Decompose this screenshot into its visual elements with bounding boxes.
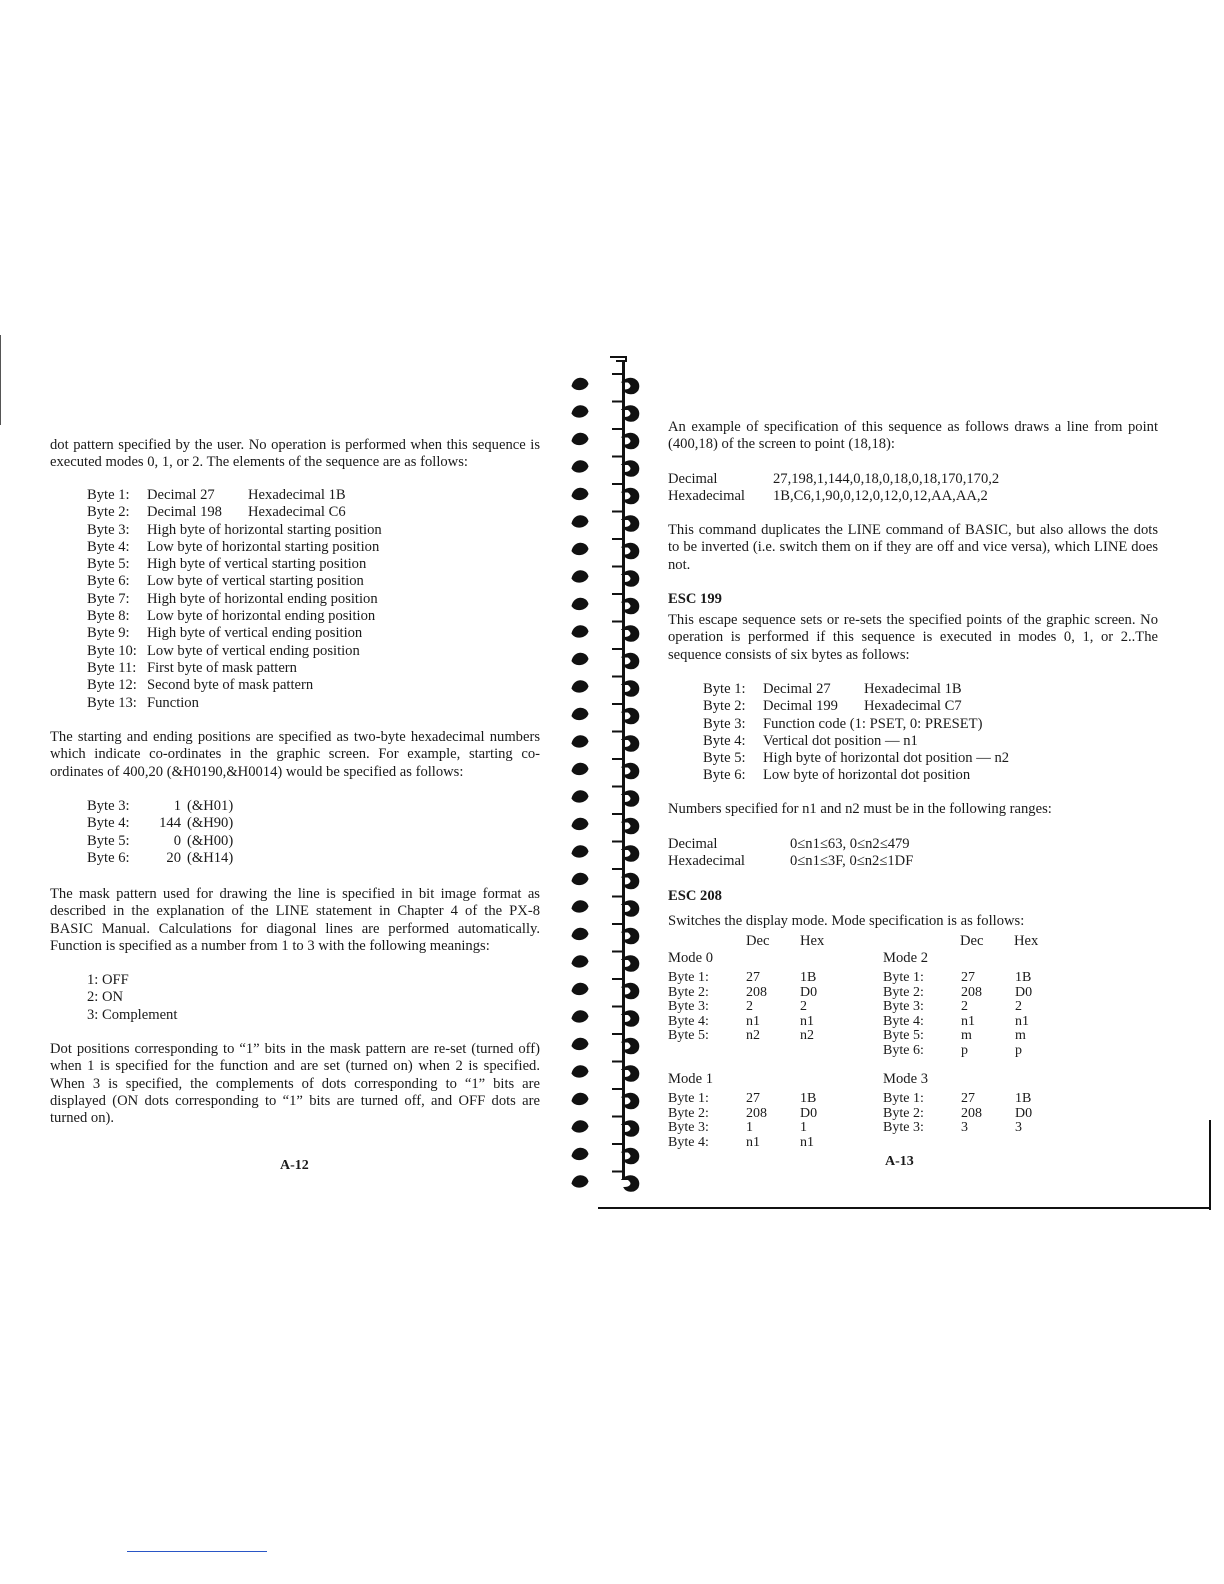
- table-row: Byte 6: p p: [883, 1042, 1022, 1058]
- list-item: Byte 1: Decimal 27 Hexadecimal 1B: [87, 487, 346, 503]
- mode-title: Mode 0: [668, 950, 713, 966]
- binding-ring-left: [572, 901, 588, 912]
- binding-ring-right: [622, 488, 639, 503]
- list-item: Byte 7: High byte of horizontal ending position: [87, 590, 378, 607]
- list-item: 3: Complement: [87, 1006, 178, 1023]
- binding-ring-left: [572, 1011, 588, 1022]
- table-row: Byte 1: 27 1B: [883, 970, 1032, 985]
- list-item: Byte 8: Low byte of horizontal ending position: [87, 608, 376, 625]
- spiral-binding: [560, 355, 650, 1215]
- column-header-dec: Dec: [746, 933, 770, 949]
- table-row: Byte 3: 3 3: [883, 1120, 1022, 1135]
- list-item: Byte 4: Low byte of horizontal starting position: [87, 538, 380, 555]
- binding-ring-left: [572, 571, 588, 582]
- list-item: Byte 10: Low byte of vertical ending position: [87, 642, 360, 659]
- coordinate-example: [87, 798, 233, 867]
- binding-ring-right: [622, 736, 639, 751]
- list-item: Byte 6: Low byte of horizontal dot position: [703, 767, 971, 784]
- function-list: [87, 972, 177, 1024]
- table-row: Byte 4: n1 n1: [883, 1013, 1029, 1029]
- binding-ring-left: [572, 488, 588, 499]
- mode-1-table: [668, 1071, 840, 1150]
- mode-title: Mode 2: [883, 950, 928, 966]
- table-row: Byte 5: m m: [883, 1028, 1026, 1043]
- column-header-dec: Dec: [960, 933, 984, 949]
- binding-ring-right: [622, 626, 639, 641]
- table-row: Byte 2: 208 D0: [883, 1105, 1033, 1121]
- column-header-hex: Hex: [1014, 933, 1039, 949]
- binding-ring-left: [572, 763, 588, 774]
- binding-ring-right: [622, 406, 639, 421]
- table-row: Byte 5: n2 n2: [668, 1028, 814, 1043]
- page-number: A-13: [885, 1154, 914, 1169]
- binding-ring-right: [622, 1176, 639, 1191]
- binding-ring-right: [622, 461, 639, 476]
- list-item: Byte 11: First byte of mask pattern: [87, 659, 297, 676]
- binding-ring-right: [622, 873, 639, 888]
- list-item: 1: OFF: [87, 972, 129, 988]
- binding-ring-left: [572, 406, 588, 417]
- binding-ring-left: [572, 1093, 588, 1104]
- list-item: Byte 13: Function: [87, 694, 199, 711]
- list-item: Byte 2: Decimal 199 Hexadecimal C7: [703, 698, 962, 715]
- mask-paragraph: The mask pattern used for drawing the line is specified in bit image format as described in the explanation of the LINE statement in Chapter 4 of the PX-8 BASIC Manual. Calculations for diagonal lines are performed automatically. Function is specified as a number from 1 to 3 with the following meanings:: [50, 886, 540, 954]
- ranges-intro: Numbers specified for n1 and n2 must be in the following ranges:: [668, 801, 1052, 817]
- binding-ring-right: [622, 433, 639, 448]
- binding-ring-left: [572, 1038, 588, 1049]
- binding-ring-right: [622, 1066, 639, 1081]
- binding-ring-left: [572, 818, 588, 829]
- line-command-paragraph: This command duplicates the LINE command of BASIC, but also allows the dots to be inverted (i.e. switch them on if they are off and vice versa), which LINE does not.: [668, 522, 1158, 573]
- binding-ring-left: [572, 461, 588, 472]
- list-item: Byte 3: High byte of horizontal starting position: [87, 521, 382, 538]
- binding-ring-left: [572, 1121, 588, 1132]
- ranges-values: [668, 836, 913, 871]
- list-item: Byte 6: 20 (&H14): [87, 849, 234, 866]
- underline-artifact: [127, 1551, 267, 1552]
- binding-ring-left: [572, 543, 588, 554]
- mode-3-table: [883, 1071, 1055, 1136]
- table-row: Byte 2: 208 D0: [668, 1105, 818, 1121]
- binding-ring-right: [622, 681, 639, 696]
- table-row: Byte 2: 208 D0: [883, 984, 1033, 1000]
- table-row: Byte 1: 27 1B: [668, 1091, 817, 1106]
- page-edge: [0, 335, 1, 425]
- table-row: Byte 4: n1 n1: [668, 1013, 814, 1029]
- binding-ring-right: [622, 516, 639, 531]
- binding-ring-left: [572, 681, 588, 692]
- table-row: Byte 3: 1 1: [668, 1120, 807, 1135]
- dot-positions-paragraph: Dot positions corresponding to “1” bits in the mask pattern are re-set (turned off) when 1 is specified for the function and are set (turned on) when 2 is specified. When 3 is specified, the complements of dots corresponding to “1” bits are displayed (ON dots corresponding to “1” bits are turned off, and OFF dots are turned on).: [50, 1041, 540, 1127]
- column-header-hex: Hex: [800, 933, 825, 949]
- binding-ring-right: [622, 543, 639, 558]
- binding-ring-left: [572, 846, 588, 857]
- heading-esc-199: ESC 199: [668, 591, 722, 607]
- example-values: [668, 471, 999, 506]
- binding-ring-right: [622, 846, 639, 861]
- page-bottom-edge: [598, 1207, 1210, 1209]
- table-row: Byte 3: 2 2: [668, 999, 807, 1014]
- list-item: Byte 2: Decimal 198 Hexadecimal C6: [87, 504, 346, 521]
- binding-ring-right: [622, 983, 639, 998]
- binding-ring-left: [572, 433, 588, 444]
- list-item: Byte 3: 1 (&H01): [87, 798, 234, 814]
- binding-ring-left: [572, 653, 588, 664]
- table-row: Byte 3: 2 2: [883, 999, 1022, 1014]
- binding-ring-right: [622, 791, 639, 806]
- list-item: Byte 1: Decimal 27 Hexadecimal 1B: [703, 681, 962, 697]
- list-item: Byte 5: 0 (&H00): [87, 832, 234, 849]
- list-item: Decimal 27,198,1,144,0,18,0,18,0,18,170,170,2: [668, 471, 1000, 487]
- binding-ring-right: [622, 708, 639, 723]
- binding-ring-right: [622, 571, 639, 586]
- binding-ring-right: [622, 901, 639, 916]
- binding-ring-right: [622, 818, 639, 833]
- binding-ring-right: [622, 1038, 639, 1053]
- binding-ring-left: [572, 598, 588, 609]
- intro-paragraph: dot pattern specified by the user. No operation is performed when this sequence is executed modes 0, 1, or 2. The elements of the sequence are as follows:: [50, 437, 540, 471]
- binding-ring-left: [572, 736, 588, 747]
- list-item: Byte 4: Vertical dot position — n1: [703, 732, 918, 749]
- binding-ring-right: [622, 653, 639, 668]
- binding-ring-right: [622, 956, 639, 971]
- binding-ring-right: [622, 1011, 639, 1026]
- page-number: A-12: [280, 1158, 309, 1173]
- positions-paragraph: The starting and ending positions are specified as two-byte hexadecimal numbers which indicate co-ordinates in the graphic screen. For example, starting co-ordinates of 400,20 (&H0190,&H0014) would be specified as follows:: [50, 729, 540, 780]
- binding-ring-left: [572, 928, 588, 939]
- mode-title: Mode 3: [883, 1071, 928, 1087]
- binding-ring-left: [572, 873, 588, 884]
- binding-ring-right: [622, 928, 639, 943]
- binding-ring-left: [572, 1066, 588, 1077]
- mode-2-table: [883, 950, 1055, 1058]
- mode-0-table: [668, 950, 840, 1044]
- binding-ring-left: [572, 378, 588, 389]
- mode-title: Mode 1: [668, 1071, 713, 1087]
- binding-ring-left: [572, 1176, 588, 1187]
- table-row: Byte 2: 208 D0: [668, 984, 818, 1000]
- page-edge: [1209, 1120, 1211, 1210]
- esc208-paragraph: Switches the display mode. Mode specification is as follows:: [668, 913, 1025, 929]
- binding-ring-right: [622, 1093, 639, 1108]
- binding-ring-right: [622, 763, 639, 778]
- esc199-paragraph: This escape sequence sets or re-sets the specified points of the graphic screen. No operation is performed if this sequence is executed in modes 0, 1, or 2..The sequence consists of six bytes as follows:: [668, 612, 1158, 663]
- table-row: Byte 1: 27 1B: [668, 970, 817, 985]
- byte-list-esc198: [87, 487, 382, 712]
- binding-ring-left: [572, 516, 588, 527]
- list-item: Decimal 0≤n1≤63, 0≤n2≤479: [668, 836, 910, 852]
- heading-esc-208: ESC 208: [668, 888, 722, 904]
- binding-ring-right: [622, 378, 639, 393]
- list-item: Byte 6: Low byte of vertical starting position: [87, 573, 364, 590]
- binding-ring-left: [572, 983, 588, 994]
- list-item: Hexadecimal 0≤n1≤3F, 0≤n2≤1DF: [668, 853, 914, 870]
- table-row: Byte 1: 27 1B: [883, 1091, 1032, 1106]
- binding-ring-left: [572, 708, 588, 719]
- binding-ring-left: [572, 1148, 588, 1159]
- binding-ring-left: [572, 791, 588, 802]
- list-item: Byte 12: Second byte of mask pattern: [87, 677, 314, 694]
- binding-ring-right: [622, 1121, 639, 1136]
- list-item: Byte 4: 144 (&H90): [87, 815, 234, 832]
- list-item: 2: ON: [87, 989, 124, 1006]
- table-row: Byte 4: n1 n1: [668, 1134, 814, 1150]
- byte-list-esc199: [703, 681, 1009, 785]
- list-item: Byte 9: High byte of vertical ending position: [87, 625, 363, 642]
- list-item: Byte 5: High byte of horizontal dot position — n2: [703, 750, 1010, 767]
- binding-ring-right: [622, 1148, 639, 1163]
- binding-ring-left: [572, 626, 588, 637]
- binding-ring-right: [622, 598, 639, 613]
- binding-ring-left: [572, 956, 588, 967]
- list-item: Hexadecimal 1B,C6,1,90,0,12,0,12,0,12,AA,AA,2: [668, 488, 988, 505]
- list-item: Byte 5: High byte of vertical starting position: [87, 556, 367, 573]
- example-intro: An example of specification of this sequence as follows draws a line from point (400,18) of the screen to point (18,18):: [668, 419, 1158, 453]
- list-item: Byte 3: Function code (1: PSET, 0: PRESET): [703, 715, 983, 732]
